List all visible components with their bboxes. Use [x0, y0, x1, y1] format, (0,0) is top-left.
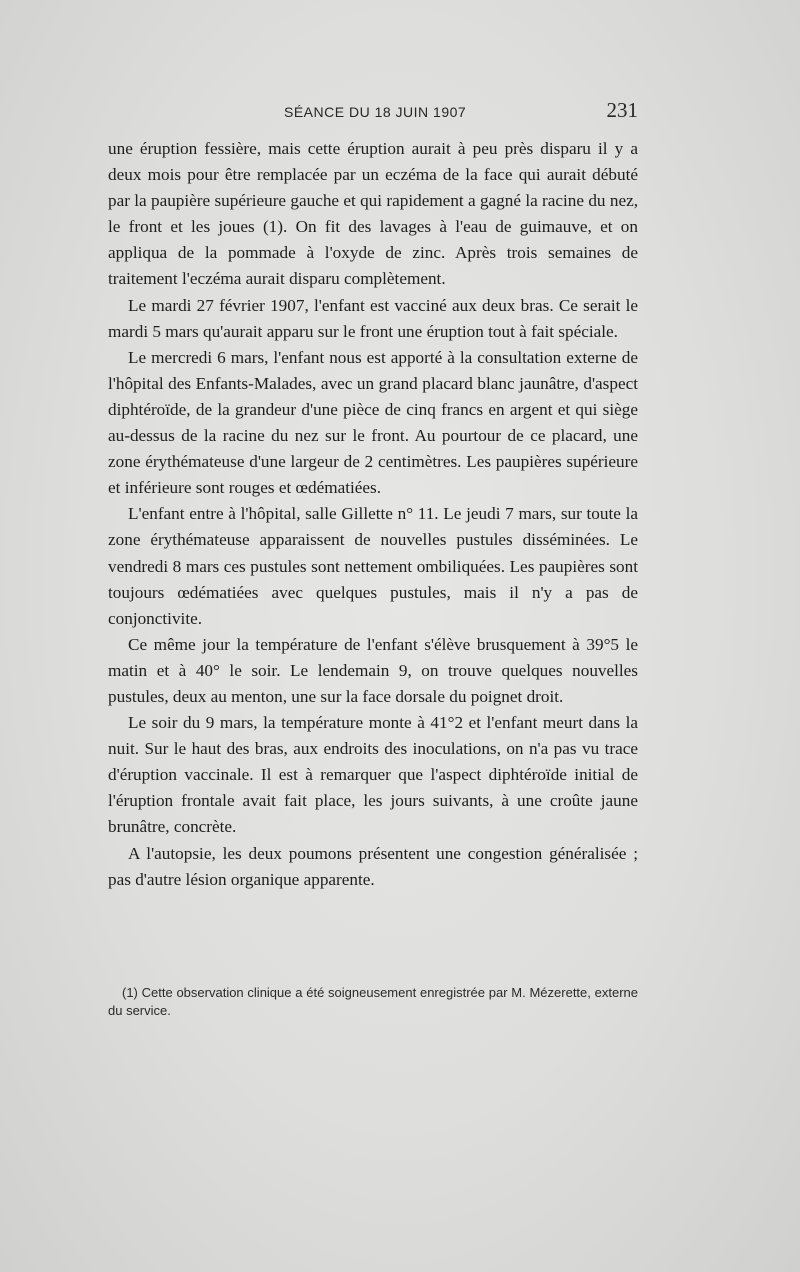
footnote: (1) Cette observation clinique a été soigneusement enregistrée par M. Mézerette, externe du service. — [108, 985, 638, 1018]
page-header — [108, 98, 638, 132]
paragraph-4: L'enfant entre à l'hôpital, salle Gillette n° 11. Le jeudi 7 mars, sur toute la zone érythémateuse apparaissent de nouvelles pustules disséminées. Le vendredi 8 mars ces pustules sont nettement ombiliquées. Les paupières sont toujours œdématiées avec quelques pustules, mais il n'y a pas de conjonctivite. — [108, 504, 638, 628]
paragraph-1: une éruption fessière, mais cette éruption aurait à peu près disparu il y a deux mois pour être remplacée par un eczéma de la face qui aurait débuté par la paupière supérieure gauche et qui rapidement a gagné la racine du nez, le front et les joues (1). On fit des lavages à l'eau de guimauve, et on appliqua de la pommade à l'oxyde de zinc. Après trois semaines de traitement l'eczéma aurait disparu complètement. — [108, 139, 638, 289]
running-head: SÉANCE DU 18 JUIN 1907 — [284, 104, 467, 120]
paragraph-3: Le mercredi 6 mars, l'enfant nous est apporté à la consultation externe de l'hôpital des Enfants-Malades, avec un grand placard blanc jaunâtre, d'aspect diphtéroïde, de la grandeur d'une pièce de cinq francs en argent et qui siège au-dessus de la racine du nez sur le front. Au pourtour de ce placard, une zone érythémateuse d'une largeur de 2 centimètres. Les paupières supérieure et inférieure sont rouges et œdématiées. — [108, 347, 638, 498]
paragraph-5: Ce même jour la température de l'enfant s'élève brusquement à 39°5 le matin et à 40° le soir. Le lendemain 9, on trouve quelques nouvelles pustules, deux au menton, une sur la face dorsale du poignet droit. — [108, 634, 638, 706]
paragraph-7: A l'autopsie, les deux poumons présentent une congestion généralisée ; pas d'autre lésion organique apparente. — [108, 843, 638, 889]
paragraph-6: Le soir du 9 mars, la température monte à 41°2 et l'enfant meurt dans la nuit. Sur le haut des bras, aux endroits des inoculations, on n'a pas vu trace d'éruption vaccinale. Il est à remarquer que l'aspect diphtéroïde initial de l'éruption frontale avait fait place, les jours suivants, à une croûte jaune brunâtre, concrète. — [108, 713, 638, 837]
page-number: 231 — [606, 98, 638, 122]
body-text — [108, 136, 638, 893]
paragraph-2: Le mardi 27 février 1907, l'enfant est vacciné aux deux bras. Ce serait le mardi 5 mars qu'aurait apparu sur le front une éruption tout à fait spéciale. — [108, 295, 638, 341]
